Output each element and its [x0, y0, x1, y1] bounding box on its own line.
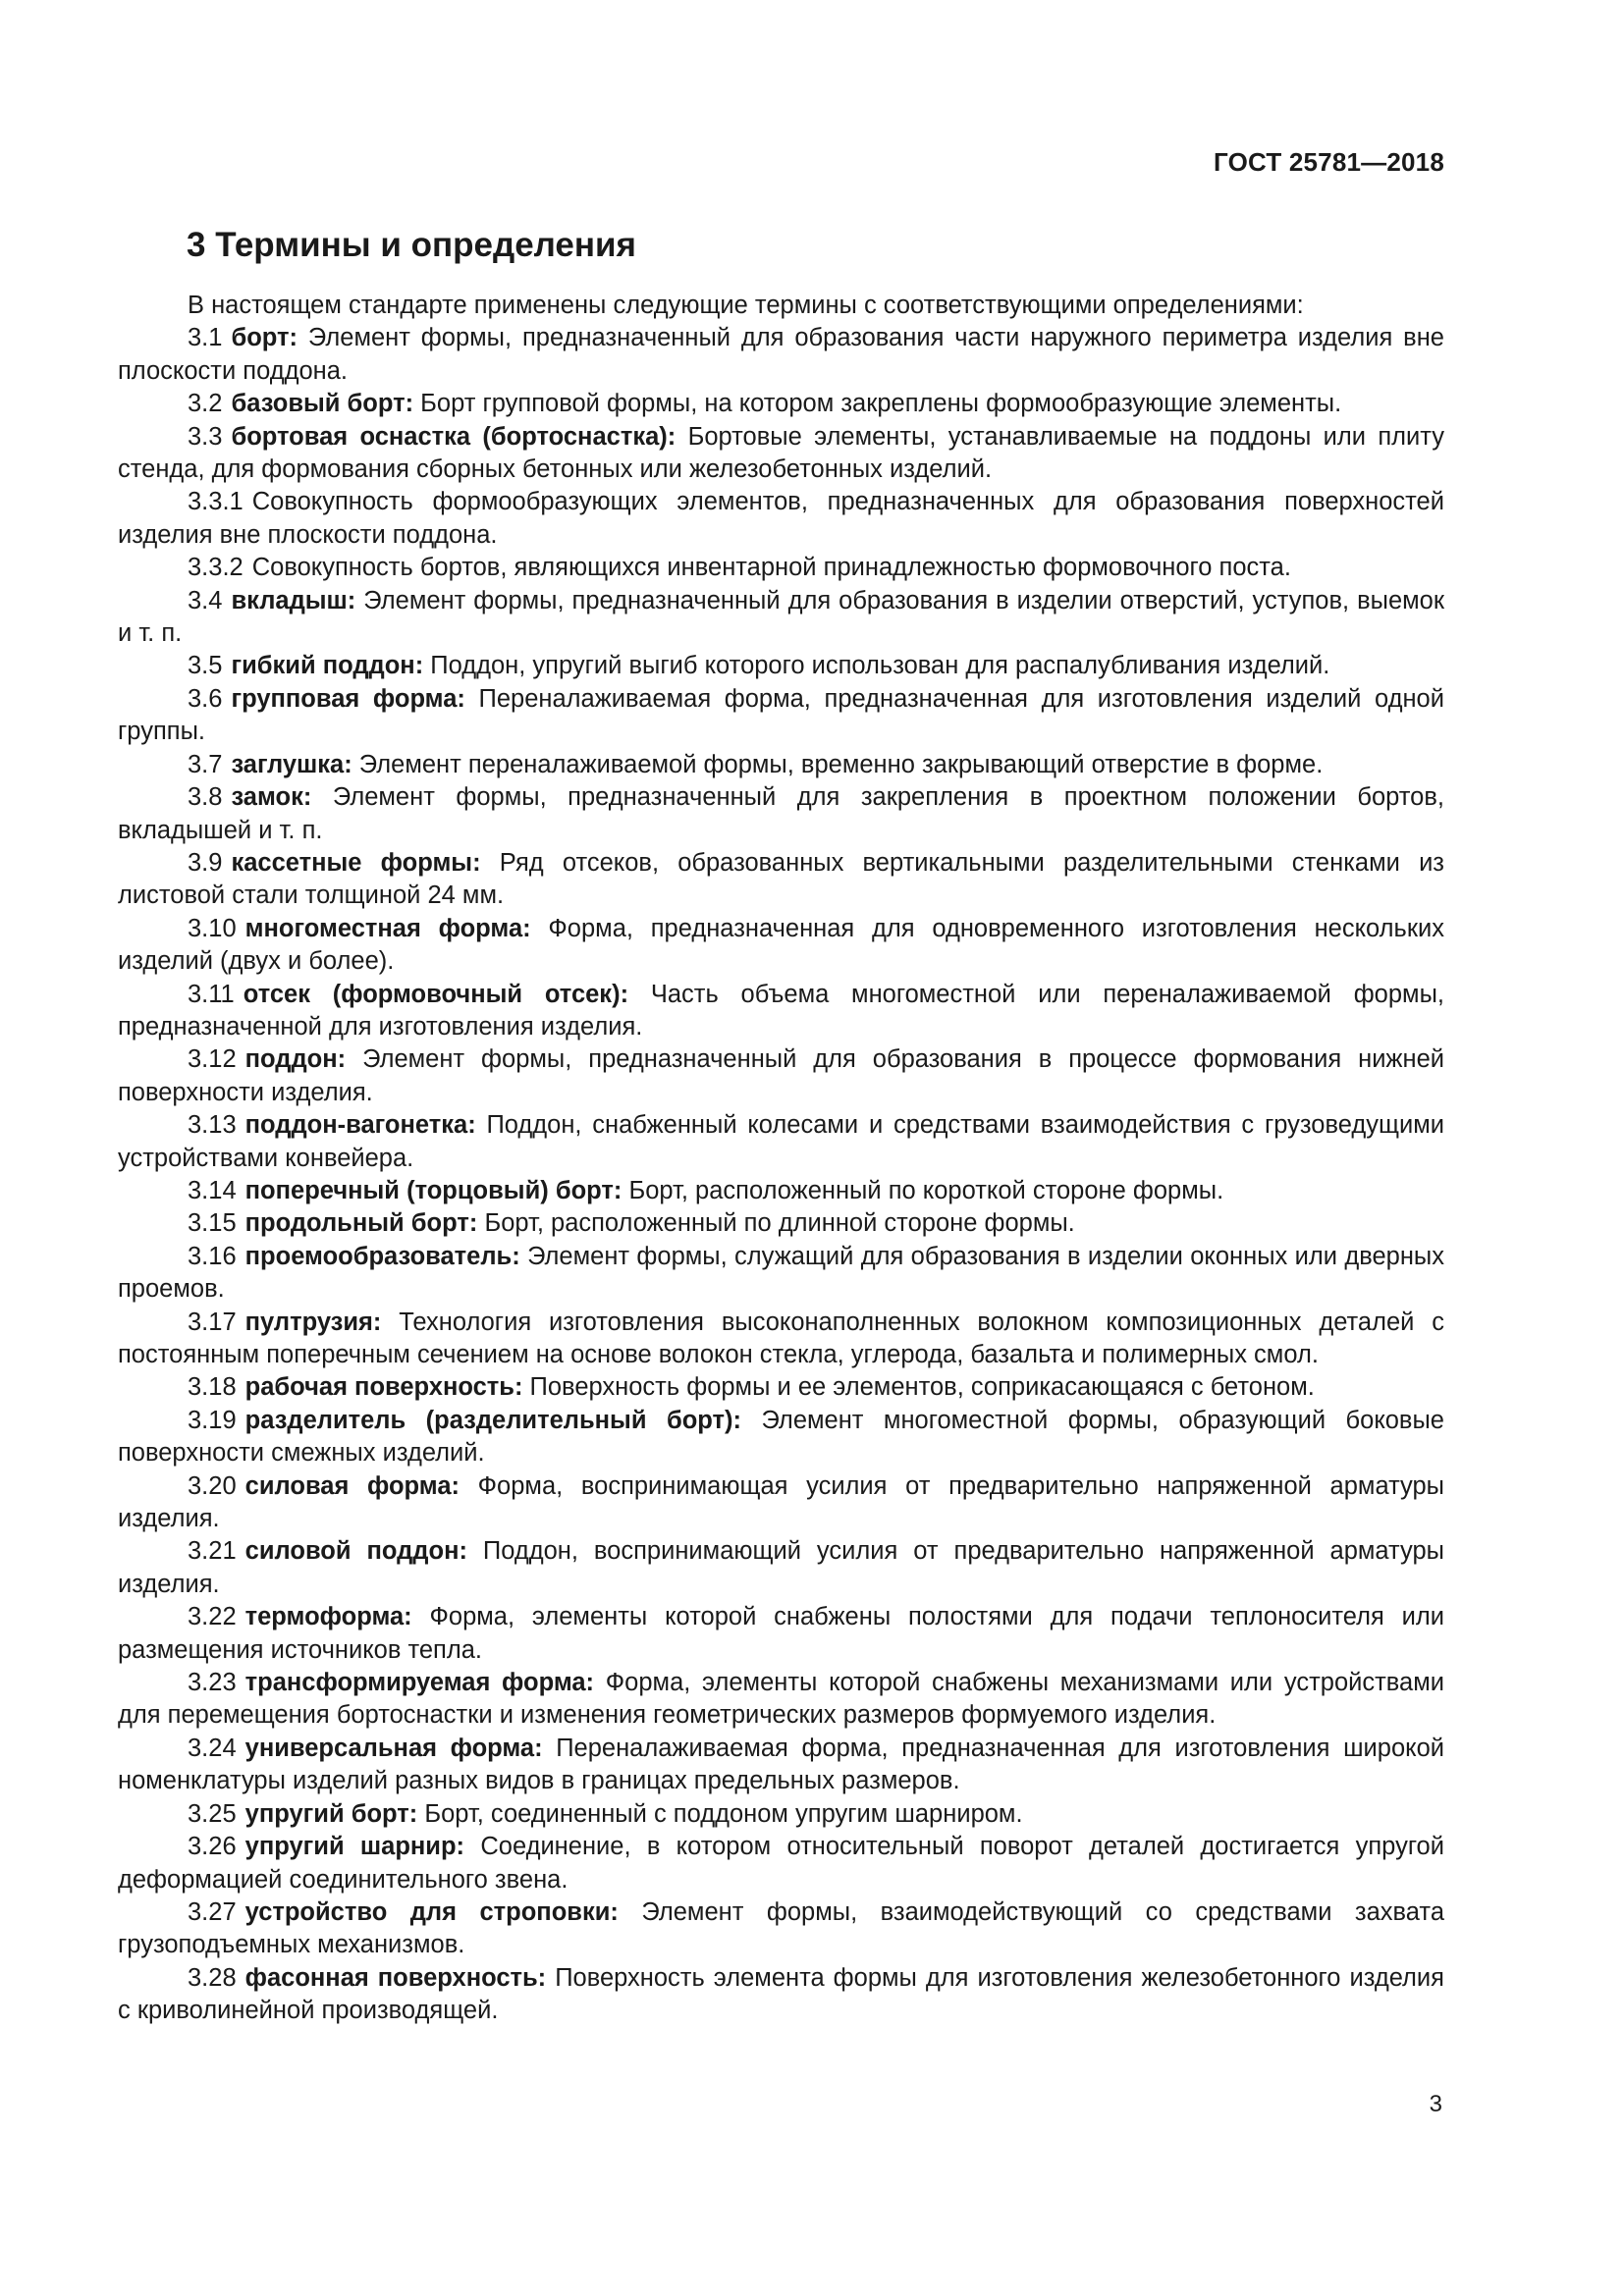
term-number: 3.14 [188, 1176, 237, 1204]
term-entry [118, 1962, 1444, 2028]
term-name: упругий борт: [244, 1799, 418, 1828]
term-definition: Борт, расположенный по длинной стороне формы. [484, 1209, 1075, 1238]
term-definition: Элемент формы, взаимодействующий со средствами захвата грузоподъемных механизмов. [118, 1897, 1445, 1959]
term-definition: Борт, соединенный с поддоном упругим шарниром. [424, 1799, 1023, 1828]
term-entry [118, 585, 1444, 651]
term-name: фасонная поверхность: [244, 1963, 547, 1992]
term-definition: Соединение, в котором относительный поворот деталей достигается упругой деформацией соединительного звена. [118, 1833, 1444, 1894]
term-number: 3.12 [188, 1045, 237, 1074]
term-entry [118, 1405, 1444, 1470]
term-name: гибкий поддон: [231, 652, 424, 680]
term-entry [118, 1535, 1444, 1601]
term-number: 3.1 [188, 324, 223, 352]
term-name: рабочая поверхность: [244, 1373, 523, 1402]
term-number: 3.8 [188, 783, 223, 812]
term-number: 3.20 [188, 1471, 237, 1500]
term-definition: Элемент формы, предназначенный для образования в процессе формования нижней поверхности изделия. [118, 1045, 1445, 1106]
term-entry [118, 1798, 1444, 1831]
term-definition: Совокупность формообразующих элементов, предназначенных для образования поверхностей изделия вне плоскости поддона. [118, 488, 1444, 549]
term-number: 3.27 [188, 1897, 237, 1926]
term-name: поддон: [244, 1045, 347, 1074]
term-definition: Форма, элементы которой снабжены механизмами или устройствами для перемещения бортоснастки и изменения геометрических размеров формуемого изделия. [118, 1669, 1445, 1730]
term-name: заглушка: [231, 750, 352, 778]
term-number: 3.24 [188, 1734, 237, 1762]
term-number: 3.28 [188, 1963, 237, 1992]
intro-paragraph: В настоящем стандарте применены следующие термины с соответствующими определениями: [188, 292, 1304, 319]
term-definition: Поверхность формы и ее элементов, соприкасающаяся с бетоном. [529, 1373, 1315, 1402]
term-definition: Технология изготовления высоконаполненных волокном композиционных деталей с постоянным поперечным сечением на основе волокон стекла, углерода, базальта и полимерных смол. [118, 1308, 1444, 1368]
term-name: групповая форма: [231, 684, 465, 713]
term-number: 3.16 [188, 1242, 237, 1270]
term-definition: Переналаживаемая форма, предназначенная для изготовления изделий одной группы. [118, 684, 1444, 746]
term-definition: Элемент формы, предназначенный для образования части наружного периметра изделия вне плоскости поддона. [118, 324, 1444, 385]
term-entry [118, 1175, 1444, 1207]
term-name: термоформа: [244, 1603, 412, 1631]
term-definition: Борт, расположенный по короткой стороне формы. [628, 1176, 1224, 1204]
term-entry [118, 1831, 1444, 1896]
term-name: силовой поддон: [244, 1537, 467, 1566]
term-entry [118, 749, 1444, 781]
term-name: трансформируемая форма: [244, 1669, 595, 1697]
term-definition: Форма, воспринимающая усилия от предварительно напряженной арматуры изделия. [118, 1471, 1445, 1533]
term-entry [118, 650, 1444, 682]
term-name: базовый борт: [231, 390, 414, 418]
term-entry [118, 1207, 1444, 1240]
term-name: борт: [231, 324, 298, 352]
term-definition: Поддон, упругий выгиб которого использован для распалубливания изделий. [430, 652, 1330, 680]
term-entry [118, 781, 1444, 847]
term-entry [118, 1733, 1444, 1798]
term-entry [118, 388, 1444, 420]
term-number: 3.7 [188, 750, 223, 778]
term-number: 3.4 [188, 586, 223, 614]
section-title: 3 Термины и определения [187, 226, 636, 264]
term-entry [118, 1241, 1444, 1307]
term-name: поперечный (торцовый) борт: [244, 1176, 623, 1204]
term-number: 3.10 [188, 914, 237, 942]
term-entry [118, 1601, 1444, 1667]
terms-content [118, 290, 1444, 2028]
term-name: устройство для строповки: [244, 1897, 619, 1926]
term-definition: Форма, элементы которой снабжены полостями для подачи теплоносителя или размещения источников тепла. [118, 1603, 1444, 1664]
term-definition: Борт групповой формы, на котором закреплены формообразующие элементы. [420, 390, 1342, 418]
term-definition: Поверхность элемента формы для изготовления железобетонного изделия с криволинейной производящей. [118, 1963, 1444, 2025]
term-entry [118, 1896, 1444, 1962]
term-number: 3.15 [188, 1209, 237, 1238]
term-definition: Элемент переналаживаемой формы, временно закрывающий отверстие в форме. [358, 750, 1324, 778]
term-name: силовая форма: [244, 1471, 460, 1500]
term-number: 3.3.2 [188, 554, 244, 582]
term-name: бортовая оснастка (бортоснастка): [231, 422, 677, 451]
term-entry [118, 421, 1444, 487]
terms-list [118, 322, 1444, 2027]
term-definition: Поддон, воспринимающий усилия от предварительно напряженной арматуры изделия. [118, 1537, 1444, 1598]
term-number: 3.6 [188, 684, 223, 713]
term-entry [118, 486, 1444, 552]
term-definition: Элемент многоместной формы, образующий боковые поверхности смежных изделий. [118, 1406, 1444, 1468]
term-entry [118, 1307, 1444, 1372]
term-number: 3.26 [188, 1833, 237, 1861]
term-number: 3.25 [188, 1799, 237, 1828]
term-name: разделитель (разделительный борт): [244, 1406, 741, 1434]
term-definition: Ряд отсеков, образованных вертикальными разделительными стенками из листовой стали толщиной 24 мм. [118, 848, 1444, 910]
term-name: проемообразователь: [244, 1242, 520, 1270]
term-entry [118, 1109, 1444, 1175]
term-entry [118, 1470, 1444, 1536]
term-entry [118, 552, 1444, 584]
term-entry [118, 322, 1444, 388]
term-number: 3.11 [188, 980, 235, 1008]
term-entry [118, 913, 1444, 979]
term-entry [118, 683, 1444, 749]
term-name: упругий шарнир: [244, 1833, 465, 1861]
term-definition: Переналаживаемая форма, предназначенная для изготовления широкой номенклатуры изделий разных видов в границах предельных размеров. [118, 1734, 1445, 1795]
term-number: 3.21 [188, 1537, 237, 1566]
term-entry [118, 1043, 1444, 1109]
term-name: поддон-вагонетка: [244, 1111, 476, 1140]
term-definition: Совокупность бортов, являющихся инвентарной принадлежностью формовочного поста. [251, 554, 1291, 582]
term-number: 3.3.1 [188, 488, 244, 516]
term-number: 3.5 [188, 652, 223, 680]
term-name: продольный борт: [244, 1209, 478, 1238]
term-definition: Часть объема многоместной или переналаживаемой формы, предназначенной для изготовления изделия. [118, 980, 1444, 1041]
term-number: 3.23 [188, 1669, 237, 1697]
term-number: 3.18 [188, 1373, 237, 1402]
term-number: 3.22 [188, 1603, 237, 1631]
term-definition: Элемент формы, предназначенный для закрепления в проектном положении бортов, вкладышей и т. п. [118, 783, 1444, 844]
term-definition: Форма, предназначенная для одновременного изготовления нескольких изделий (двух и более). [118, 914, 1444, 976]
term-name: вкладыш: [231, 586, 356, 614]
term-entry [118, 979, 1444, 1044]
term-name: пултрузия: [244, 1308, 382, 1336]
page-number: 3 [1429, 2091, 1442, 2117]
term-name: кассетные формы: [231, 848, 481, 877]
term-name: замок: [231, 783, 312, 812]
term-number: 3.19 [188, 1406, 237, 1434]
term-definition: Элемент формы, предназначенный для образования в изделии отверстий, уступов, выемок и т. п. [118, 586, 1444, 648]
term-entry [118, 847, 1444, 913]
term-name: отсек (формовочный отсек): [243, 980, 629, 1008]
term-number: 3.2 [188, 390, 223, 418]
term-definition: Элемент формы, служащий для образования в изделии оконных или дверных проемов. [118, 1242, 1444, 1304]
term-number: 3.9 [188, 848, 223, 877]
term-name: универсальная форма: [244, 1734, 543, 1762]
term-number: 3.13 [188, 1111, 237, 1140]
term-definition: Бортовые элементы, устанавливаемые на поддоны или плиту стенда, для формования сборных бетонных или железобетонных изделий. [118, 422, 1444, 484]
standard-code-header: ГОСТ 25781—2018 [1214, 147, 1444, 177]
term-entry [118, 1667, 1444, 1733]
term-number: 3.17 [188, 1308, 237, 1336]
term-entry [118, 1371, 1444, 1404]
term-number: 3.3 [188, 422, 223, 451]
term-name: многоместная форма: [244, 914, 531, 942]
term-definition: Поддон, снабженный колесами и средствами взаимодействия с грузоведущими устройствами конвейера. [118, 1111, 1444, 1172]
